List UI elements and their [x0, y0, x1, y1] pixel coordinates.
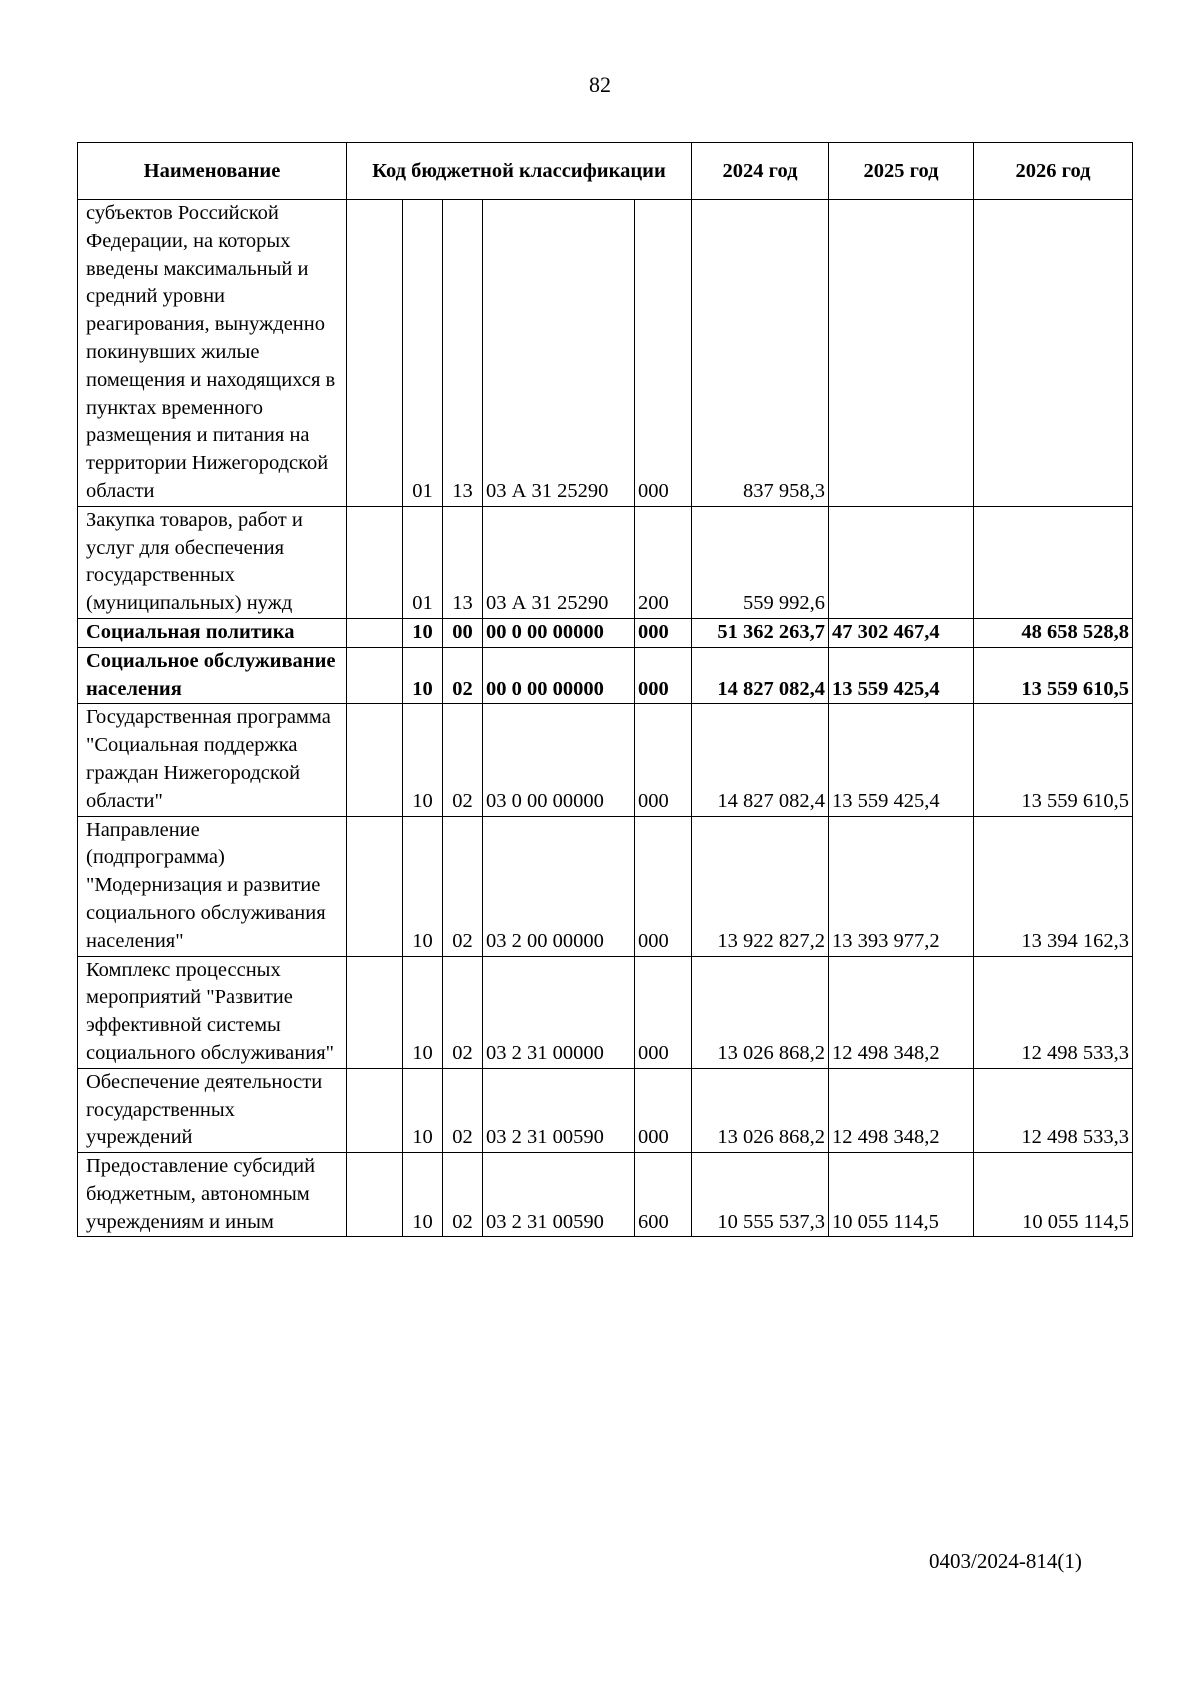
row-amount-2024: 837 958,3	[692, 200, 829, 507]
header-code: Код бюджетной классификации	[347, 143, 692, 200]
row-amount-2025: 13 559 425,4	[829, 704, 974, 816]
row-spacer-cell	[347, 506, 403, 618]
row-amount-2026	[974, 506, 1133, 618]
row-amount-2024: 13 026 868,2	[692, 1068, 829, 1152]
row-amount-2025: 12 498 348,2	[829, 1068, 974, 1152]
row-name: Социальное обслуживание населения	[78, 647, 347, 704]
row-name: Направление (подпрограмма) "Модернизация и развитие социального обслуживания населения"	[78, 816, 347, 956]
row-target-code: 03 2 00 00000	[483, 816, 635, 956]
row-target-code: 00 0 00 00000	[483, 647, 635, 704]
table-row	[78, 506, 1133, 618]
row-name: Комплекс процессных мероприятий "Развитие эффективной системы социального обслуживания"	[78, 956, 347, 1068]
row-amount-2025: 12 498 348,2	[829, 956, 974, 1068]
row-expense-type: 000	[635, 704, 692, 816]
row-amount-2026: 13 559 610,5	[974, 704, 1133, 816]
table-header-row	[78, 143, 1133, 200]
page-number: 82	[589, 72, 611, 97]
row-subsection-code: 00	[443, 618, 483, 647]
table-row	[78, 1153, 1133, 1237]
row-target-code: 03 2 31 00590	[483, 1068, 635, 1152]
row-subsection-code: 02	[443, 1153, 483, 1237]
row-expense-type: 000	[635, 647, 692, 704]
row-expense-type: 000	[635, 956, 692, 1068]
document-code: 0403/2024-814(1)	[929, 1549, 1082, 1573]
row-target-code: 03 А 31 25290	[483, 506, 635, 618]
row-spacer-cell	[347, 704, 403, 816]
row-amount-2024: 14 827 082,4	[692, 704, 829, 816]
row-name: субъектов Российской Федерации, на которых введены максимальный и средний уровни реагирования, вынужденно покинувших жилые помещения и находящихся в пунктах временного размещения и питания на территории Нижегородской области	[78, 200, 347, 507]
header-2026: 2026 год	[974, 143, 1133, 200]
table-row	[78, 704, 1133, 816]
table-row	[78, 956, 1133, 1068]
row-spacer-cell	[347, 618, 403, 647]
row-section-code: 10	[403, 956, 443, 1068]
row-spacer-cell	[347, 200, 403, 507]
row-spacer-cell	[347, 816, 403, 956]
table-row	[78, 647, 1133, 704]
row-subsection-code: 02	[443, 956, 483, 1068]
row-section-code: 10	[403, 1068, 443, 1152]
table-row	[78, 816, 1133, 956]
row-target-code: 03 2 31 00000	[483, 956, 635, 1068]
row-section-code: 10	[403, 647, 443, 704]
row-amount-2026: 48 658 528,8	[974, 618, 1133, 647]
row-amount-2024: 10 555 537,3	[692, 1153, 829, 1237]
row-name: Государственная программа "Социальная поддержка граждан Нижегородской области"	[78, 704, 347, 816]
row-expense-type: 000	[635, 200, 692, 507]
row-amount-2026: 13 394 162,3	[974, 816, 1133, 956]
header-2024: 2024 год	[692, 143, 829, 200]
row-subsection-code: 13	[443, 200, 483, 507]
row-spacer-cell	[347, 1153, 403, 1237]
row-amount-2024: 14 827 082,4	[692, 647, 829, 704]
header-2025: 2025 год	[829, 143, 974, 200]
row-name: Социальная политика	[78, 618, 347, 647]
row-section-code: 01	[403, 506, 443, 618]
budget-table	[77, 142, 1133, 1237]
row-amount-2025	[829, 200, 974, 507]
row-amount-2026: 12 498 533,3	[974, 1068, 1133, 1152]
row-section-code: 10	[403, 618, 443, 647]
row-spacer-cell	[347, 956, 403, 1068]
row-expense-type: 000	[635, 1068, 692, 1152]
row-amount-2025: 13 559 425,4	[829, 647, 974, 704]
row-section-code: 10	[403, 1153, 443, 1237]
row-amount-2025: 47 302 467,4	[829, 618, 974, 647]
row-subsection-code: 02	[443, 647, 483, 704]
row-target-code: 00 0 00 00000	[483, 618, 635, 647]
row-section-code: 10	[403, 816, 443, 956]
row-amount-2025: 10 055 114,5	[829, 1153, 974, 1237]
table-row	[78, 200, 1133, 507]
row-name: Предоставление субсидий бюджетным, автономным учреждениям и иным	[78, 1153, 347, 1237]
header-name: Наименование	[78, 143, 347, 200]
row-spacer-cell	[347, 647, 403, 704]
row-amount-2025: 13 393 977,2	[829, 816, 974, 956]
row-amount-2026	[974, 200, 1133, 507]
row-amount-2024: 13 922 827,2	[692, 816, 829, 956]
row-spacer-cell	[347, 1068, 403, 1152]
row-amount-2026: 10 055 114,5	[974, 1153, 1133, 1237]
table-row	[78, 618, 1133, 647]
row-amount-2026: 12 498 533,3	[974, 956, 1133, 1068]
row-expense-type: 000	[635, 816, 692, 956]
row-name: Обеспечение деятельности государственных учреждений	[78, 1068, 347, 1152]
row-target-code: 03 2 31 00590	[483, 1153, 635, 1237]
row-subsection-code: 02	[443, 816, 483, 956]
row-name: Закупка товаров, работ и услуг для обеспечения государственных (муниципальных) нужд	[78, 506, 347, 618]
row-expense-type: 000	[635, 618, 692, 647]
row-subsection-code: 13	[443, 506, 483, 618]
row-expense-type: 200	[635, 506, 692, 618]
row-target-code: 03 А 31 25290	[483, 200, 635, 507]
row-target-code: 03 0 00 00000	[483, 704, 635, 816]
row-expense-type: 600	[635, 1153, 692, 1237]
row-amount-2024: 559 992,6	[692, 506, 829, 618]
row-section-code: 10	[403, 704, 443, 816]
row-amount-2025	[829, 506, 974, 618]
row-amount-2024: 51 362 263,7	[692, 618, 829, 647]
row-subsection-code: 02	[443, 704, 483, 816]
row-section-code: 01	[403, 200, 443, 507]
row-subsection-code: 02	[443, 1068, 483, 1152]
row-amount-2026: 13 559 610,5	[974, 647, 1133, 704]
table-row	[78, 1068, 1133, 1152]
row-amount-2024: 13 026 868,2	[692, 956, 829, 1068]
